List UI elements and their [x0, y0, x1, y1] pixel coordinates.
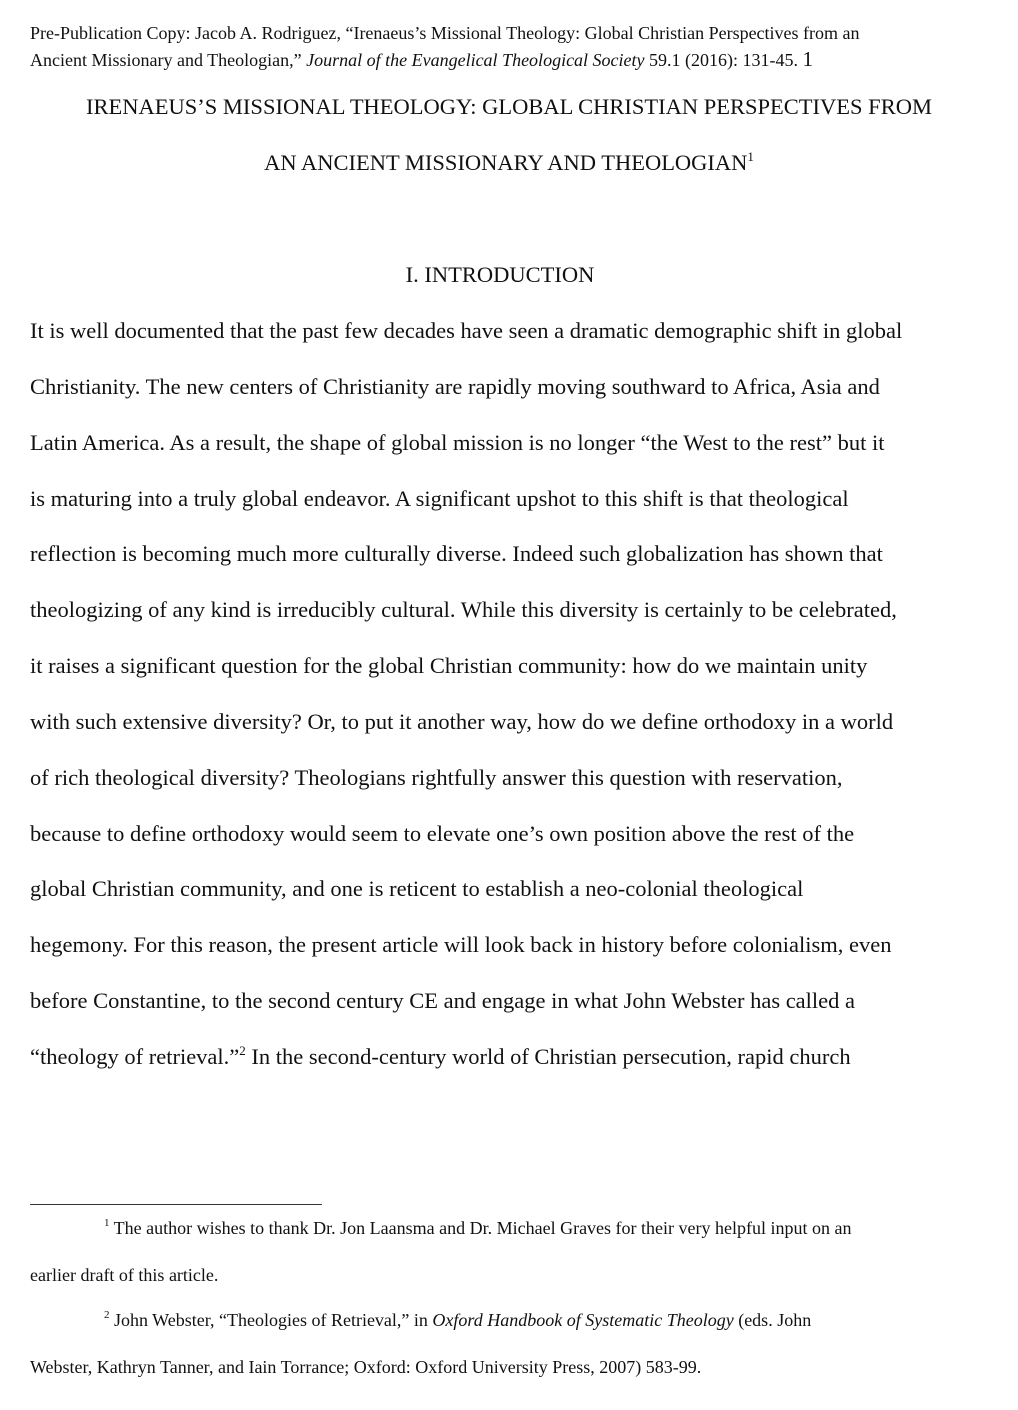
footnote-2-book-title: Oxford Handbook of Systematic Theology — [432, 1310, 734, 1330]
body-line: of rich theological diversity? Theologians rightfully answer this question with reservation, — [30, 765, 843, 790]
body-line: hegemony. For this reason, the present article will look back in history before colonialism, even — [30, 932, 892, 957]
body-line: because to define orthodoxy would seem to elevate one’s own position above the rest of the — [30, 821, 855, 846]
footnote-2-text-end: (eds. John — [733, 1310, 812, 1330]
body-line-last-start: “theology of retrieval.” — [30, 1044, 240, 1069]
header-line-2 — [30, 46, 990, 73]
footnote-1-line-1 — [104, 1218, 851, 1239]
footnote-2-line-1 — [104, 1310, 811, 1331]
article-title-line-1: IRENAEUS’S MISSIONAL THEOLOGY: GLOBAL CHRISTIAN PERSPECTIVES FROM — [86, 94, 932, 119]
footnote-1-line-2: earlier draft of this article. — [30, 1265, 219, 1285]
footnote-separator — [30, 1204, 322, 1205]
body-line: it raises a significant question for the global Christian community: how do we maintain unity — [30, 653, 868, 678]
header-line-1: Pre-Publication Copy: Jacob A. Rodriguez, “Irenaeus’s Missional Theology: Global Christian Perspectives from an — [30, 23, 860, 43]
running-header — [30, 20, 990, 73]
body-line: Latin America. As a result, the shape of global mission is no longer “the West to the rest” but it — [30, 430, 885, 455]
body-line: global Christian community, and one is reticent to establish a neo-colonial theological — [30, 876, 804, 901]
body-line: reflection is becoming much more culturally diverse. Indeed such globalization has shown that — [30, 541, 883, 566]
section-heading: I. INTRODUCTION — [405, 262, 595, 287]
header-citation-end: 59.1 (2016): 131-45. — [644, 50, 799, 70]
body-line: before Constantine, to the second century CE and engage in what John Webster has called a — [30, 988, 856, 1013]
body-line: theologizing of any kind is irreducibly cultural. While this diversity is certainly to be celebrated, — [30, 597, 897, 622]
journal-title: Journal of the Evangelical Theological Society — [306, 50, 645, 70]
footnote-ref-2[interactable]: 2 — [239, 1043, 246, 1058]
footnote-1-text: The author wishes to thank Dr. Jon Laansma and Dr. Michael Graves for their very helpful input on an — [109, 1218, 852, 1238]
footnote-1-marker: 1 — [104, 1217, 110, 1229]
footnote-2-marker: 2 — [104, 1309, 110, 1321]
body-line: Christianity. The new centers of Christianity are rapidly moving southward to Africa, Asia and — [30, 374, 880, 399]
footnote-2-line-2: Webster, Kathryn Tanner, and Iain Torrance; Oxford: Oxford University Press, 2007) 583-99. — [30, 1357, 702, 1377]
body-line: with such extensive diversity? Or, to put it another way, how do we define orthodoxy in a world — [30, 709, 894, 734]
footnote-2-text-start: John Webster, “Theologies of Retrieval,” in — [109, 1310, 433, 1330]
article-title-line-2-text: AN ANCIENT MISSIONARY AND THEOLOGIAN — [264, 150, 748, 175]
header-citation-start: Ancient Missionary and Theologian,” — [30, 50, 307, 70]
body-line: is maturing into a truly global endeavor. A significant upshot to this shift is that theological — [30, 486, 849, 511]
body-line: It is well documented that the past few decades have seen a dramatic demographic shift in global — [30, 318, 903, 343]
page-number: 1 — [802, 47, 814, 71]
article-title-line-2 — [0, 150, 1018, 176]
title-footnote-ref[interactable]: 1 — [747, 149, 754, 164]
body-line-last-end: In the second-century world of Christian persecution, rapid church — [245, 1044, 851, 1069]
body-line-last — [30, 1044, 851, 1070]
